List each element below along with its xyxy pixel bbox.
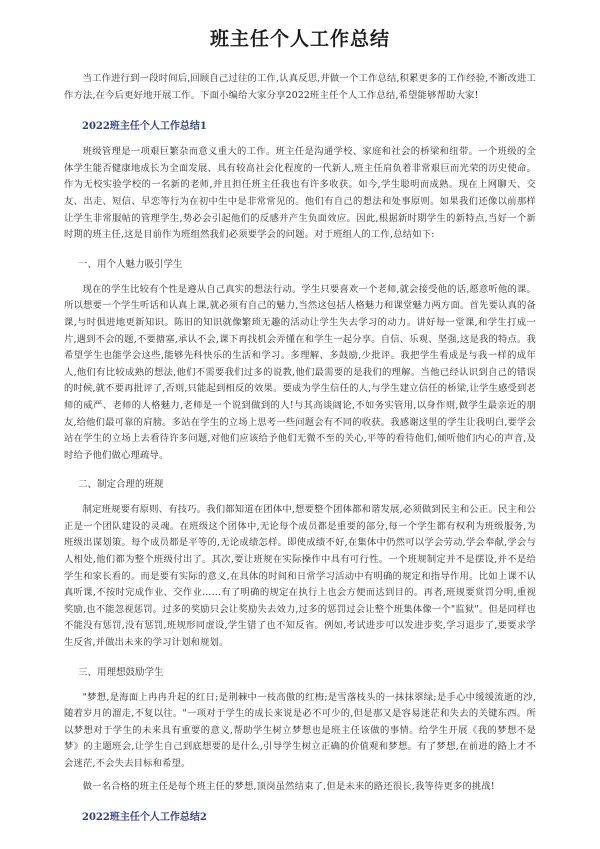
subheading-personal-charm: 一、用个人魅力吸引学生 bbox=[78, 258, 183, 270]
section-heading-2: 2022班主任个人工作总结2 bbox=[82, 812, 207, 824]
section1-paragraph-3: 制定班规要有原则、有技巧。我们都知道在团体中,想要整个团体都和谐发展,必须做到民主和公正。民主和公正是一个团队建设的灵魂。在班级这个团体中,无论每个成员都是重要的部分,每一个学生都有权利为班级服务,为班级出谋划策。每个成员都是平等的,无论成绩怎样。即使成绩不好,在集体中仍然可以学会劳动,学会奉献,学会与人相处,他们都为整个班级付出了。其次,要让班规在实际操作中具有可行性。一个班规制定并不是摆设,并不是给学生和家长看的。而是要有实际的意义,在具体的时间和日常学习活动中有明确的规定和指导作用。比如上课不认真听课,不按时完成作业、交作业……有了明确的规定在执行上也会方便而达到目的。再者,班规要赏罚分明,重视奖励,也不能忽视惩罚。过多的奖励只会让奖励失去效力,过多的惩罚过会让整个班集体像一个"监狱"。但是同样也不能没有惩罚,没有惩罚,班规形同虚设,学生错了也不知反省。例如,考试进步可以发进步奖,学习退步了,要要求学生反省,并做出未来的学习计划和规划。 bbox=[64, 504, 536, 649]
section1-paragraph-1: 班级管理是一项艰巨繁杂而意义重大的工作。班主任是沟通学校、家庭和社会的桥梁和纽带。一个班级的全体学生能否健康地成长为全面发展、具有较高社会化程度的一代新人,班主任肩负着非常艰巨而光荣的历史使命。作为无校实验学校的一名新的老师,并且担任班主任我也有许多收获。如今,学生聪明而成熟。现在上网聊天、交友、出走、短信、早恋等行为在初中生中是非常常见的。他们有自己的想法和处事原则。如果我们还像以前那样让学生非常服帖的管理学生,势必会引起他们的反感并产生负面效应。因此,根据新时期学生的新特点,当好一个新时期的班主任,这是目前作为班组然我们必须要学会的问题。对于班组人的工作,总结如下: bbox=[64, 146, 536, 241]
intro-paragraph: 当工作进行到一段时间后,回顾自己过往的工作,认真反思,并做一个工作总结,积累更多的工作经验,不断改进工作方法,在今后更好地开展工作。下面小编给大家分享2022班主任个人工作总结,希望能够帮助大家! bbox=[64, 73, 536, 101]
section1-paragraph-4: "梦想,是海面上冉冉升起的红日;是荆棘中一枝高傲的红梅;是雪落枝头的一抹抹翠绿;是手心中缓缓流逝的沙,随着岁月的溜走,不复以往。"一项对于学生的成长来说是必不可少的,但是那又是容易迷茫和失去的关键东西。所以梦想对于学生的未来具有重要的意义,帮助学生树立梦想也是班主任该做的事情。给学生开展《我的梦想不是梦》的主题班会,让学生自己到底想要的是什么,引导学生树立正确的价值观和梦想。有了梦想,在前进的路上才不会迷茫,不会失去目标和希望。 bbox=[64, 691, 536, 769]
section1-paragraph-5: 做一名合格的班主任是每个班主任的梦想,顶岗虽然结束了,但是未来的路还很长,我等待更多的挑战! bbox=[82, 780, 495, 792]
subheading-ideals: 三、用理想鼓励学生 bbox=[78, 666, 164, 678]
page-title: 班主任个人工作总结 bbox=[209, 28, 390, 50]
section1-paragraph-2: 现在的学生比较有个性是遵从自己真实的想法行动。学生只要喜欢一个老师,就会接受他的话,愿意听他的课。所以想要一个学生听话和认真上课,就必须有自己的魅力,当然这包括人格魅力和课堂魅力两方面。首先要认真的备课,与时俱进地更新知识。陈旧的知识就像繁琐无趣的活动让学生失去学习的动力。讲好每一堂课,和学生打成一片,遇到不会的题,不要搪塞,承认不会,课下再找机会弄懂在和学生一起分享。自信、乐观、坚强,这是我的特点。我希望学生也能学会这些,能够先科快乐的生活和学习。多理解、多鼓励,少批评。我把学生看成是与我一样的成年人,他们有比较成熟的想法,他们不需要我们过多的说教,他们最需要的是我们的理解。当他已经认识到自己的错误的时候,就不要再批评了,否则,只能起到相反的效果。要成为学生信任的人,与学生建立信任的桥梁,让学生感受到老师的威严、老师的人格魅力,老师是一个说到做到的人!与其高谈阔论,不如务实管用,以身作则,做学生最亲近的朋友,给他们最可靠的肩膀。多站在学生的立场上思考一些问题会有不同的收获。我感谢这里的学生让我明白,要学会站在学生的立场上去看待许多问题,对他们应该给予他们无微不至的关心,平等的看待他们,倾听他们内心的声音,及时给予他们做心理疏导。 bbox=[64, 283, 536, 461]
section-heading-1: 2022班主任个人工作总结1 bbox=[82, 121, 207, 133]
subheading-class-rules: 二、制定合理的班规 bbox=[78, 479, 164, 491]
